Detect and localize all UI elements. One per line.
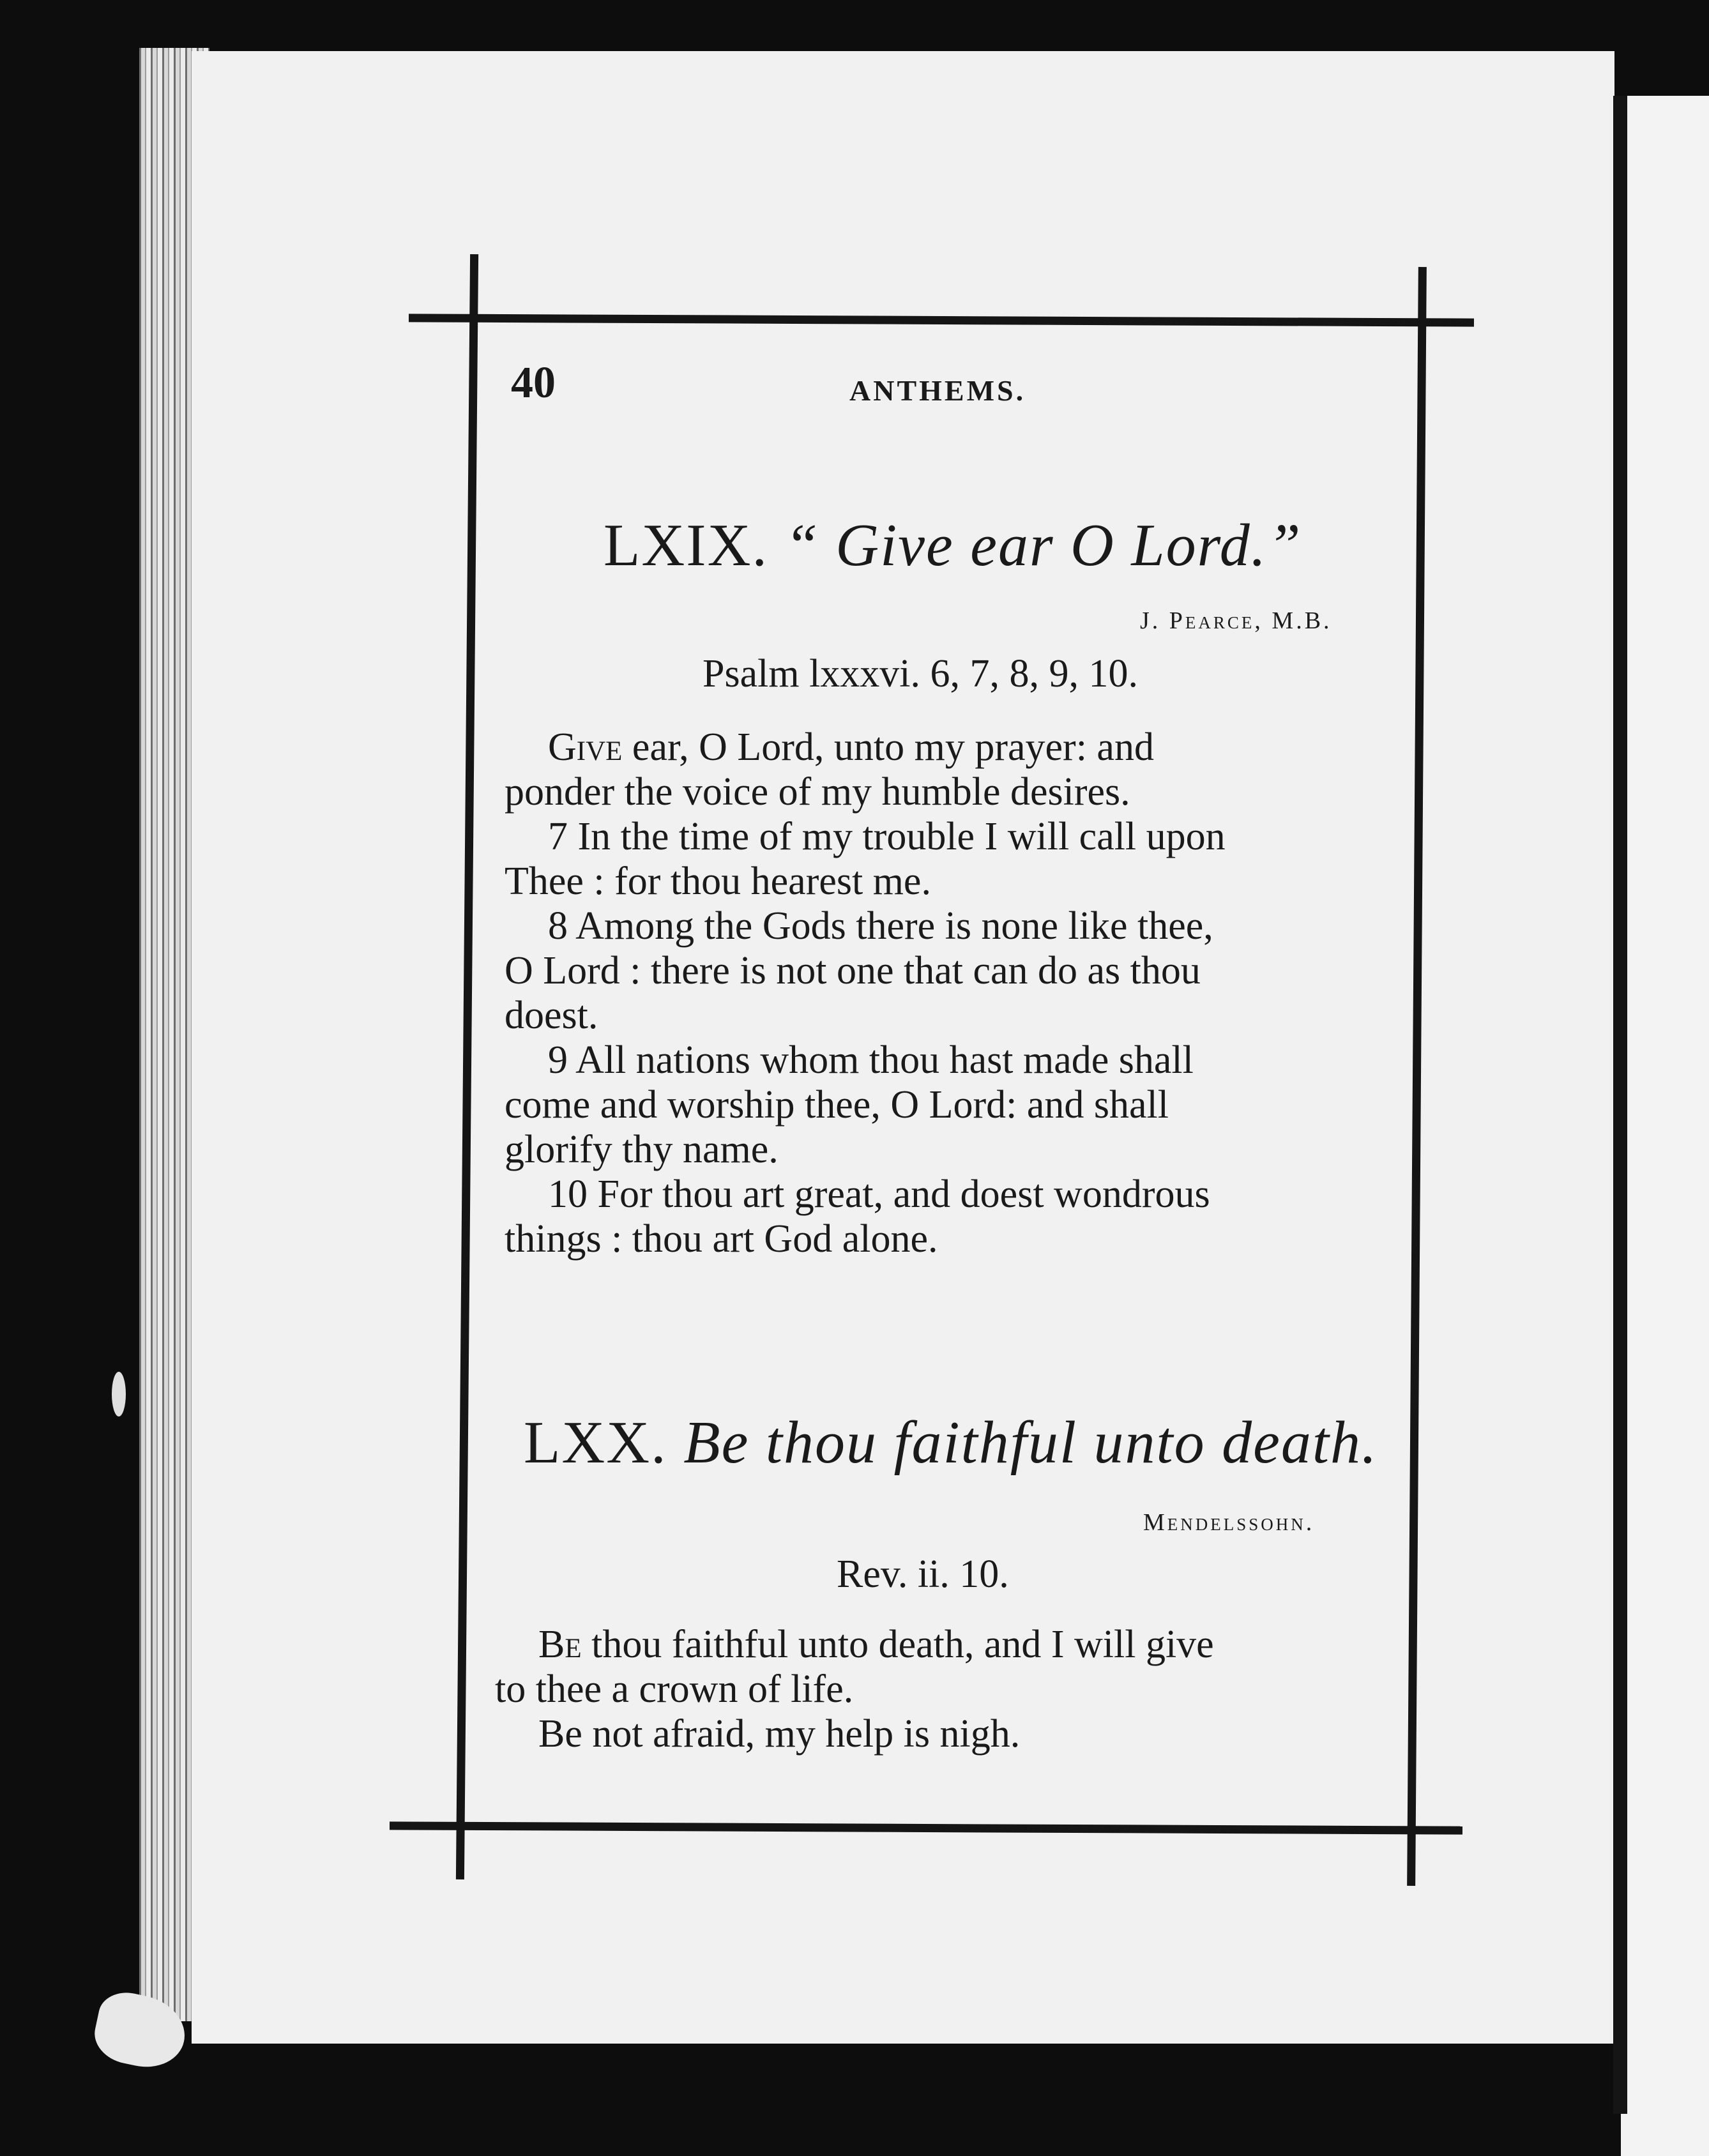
verse-line: Be not afraid, my help is nigh. (538, 1712, 1021, 1756)
composer-credit: J. Pearce, M.B. (1140, 607, 1332, 634)
verse-line: 10 For thou art great, and doest wondrous (548, 1173, 1210, 1216)
verse-line: O Lord : there is not one that can do as thou (505, 949, 1201, 992)
facing-page-border (1613, 96, 1627, 2114)
anthem-title: Be thou faithful unto death. (683, 1409, 1378, 1476)
anthem-text (505, 725, 1360, 1261)
anthem-heading (524, 1408, 1378, 1477)
verse-line: 9 All nations whom thou hast made shall (548, 1038, 1194, 1082)
verse-line: to thee a crown of life. (495, 1667, 854, 1711)
anthem-numeral: LXIX. (604, 512, 768, 579)
verse-line: things : thou art God alone. (505, 1217, 938, 1261)
anthem-numeral: LXX. (524, 1409, 667, 1476)
scripture-reference: Psalm lxxxvi. 6, 7, 8, 9, 10. (703, 652, 1139, 695)
scripture-reference: Rev. ii. 10. (837, 1552, 1009, 1596)
running-head: ANTHEMS. (849, 374, 1026, 407)
page-number: 40 (511, 358, 556, 407)
anthem-text (495, 1622, 1357, 1756)
verse-line: glorify thy name. (505, 1128, 779, 1171)
verse-line: doest. (505, 994, 598, 1037)
verse-line: 7 In the time of my trouble I will call upon (548, 815, 1226, 858)
initial-word: Give (548, 725, 623, 769)
initial-word: Be (538, 1623, 582, 1666)
anthem-heading (604, 511, 1302, 580)
verse-line: ponder the voice of my humble desires. (505, 770, 1130, 814)
paper-blemish (112, 1372, 126, 1416)
anthem-title: “ Give ear O Lord.” (784, 512, 1302, 579)
verse-line: Thee : for thou hearest me. (505, 860, 931, 903)
verse-line: Give ear, O Lord, unto my prayer: and (548, 725, 1154, 769)
composer-credit: Mendelssohn. (1143, 1509, 1315, 1536)
facing-page-edge (1621, 96, 1709, 2156)
verse-line: come and worship thee, O Lord: and shall (505, 1083, 1169, 1127)
verse-line: Be thou faithful unto death, and I will give (538, 1623, 1214, 1666)
verse-line: 8 Among the Gods there is none like thee, (548, 904, 1213, 948)
